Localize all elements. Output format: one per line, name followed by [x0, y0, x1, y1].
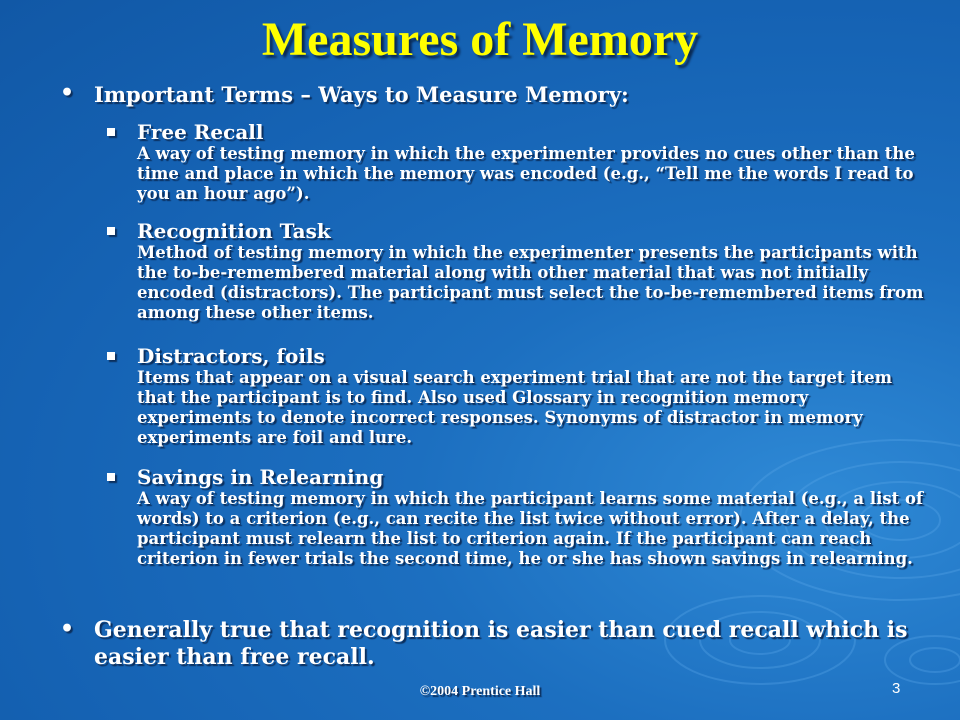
square-bullet-icon	[107, 473, 115, 481]
slide-number: 3	[892, 680, 901, 697]
term-heading: Free Recall	[137, 120, 264, 144]
slide-title: Measures of Memory	[261, 13, 699, 66]
square-bullet-icon	[107, 227, 115, 235]
term-heading: Recognition Task	[137, 219, 331, 243]
term-heading: Savings in Relearning	[137, 465, 384, 489]
term-definition: A way of testing memory in which the experimenter provides no cues other than the time and place in which the memory was encoded (e.g., “Tell me the words I read to you an hour ago”).	[137, 144, 915, 203]
bullet-text: Important Terms – Ways to Measure Memory:	[94, 82, 629, 107]
square-bullet-icon	[107, 352, 115, 360]
square-bullet-icon	[107, 128, 115, 136]
term-definition: Method of testing memory in which the experimenter presents the participants with the to-be-remembered material along with other material that was not initially encoded (distractors). The participant must select the to-be-remembered items from among these other items.	[137, 243, 924, 322]
round-bullet-icon: •	[60, 616, 75, 642]
term-heading: Distractors, foils	[137, 344, 325, 368]
copyright-footer: ©2004 Prentice Hall	[419, 684, 541, 699]
term-definition: Items that appear on a visual search experiment trial that are not the target item that the participant is to find. Also used Glossary in recognition memory experiments to denote incorrect responses. Synonyms of distractor in memory experiments are foil and lure.	[137, 368, 893, 447]
round-bullet-icon: •	[60, 80, 75, 106]
bullet-text: Generally true that recognition is easier than cued recall which is easier than free recall.	[94, 617, 908, 670]
term-definition: A way of testing memory in which the participant learns some material (e.g., a list of words) to a criterion (e.g., can recite the list twice without error). After a delay, the participant must relearn the list to criterion again. If the participant can reach criterion in fewer trials the second time, he or she has shown savings in relearning.	[137, 489, 924, 568]
